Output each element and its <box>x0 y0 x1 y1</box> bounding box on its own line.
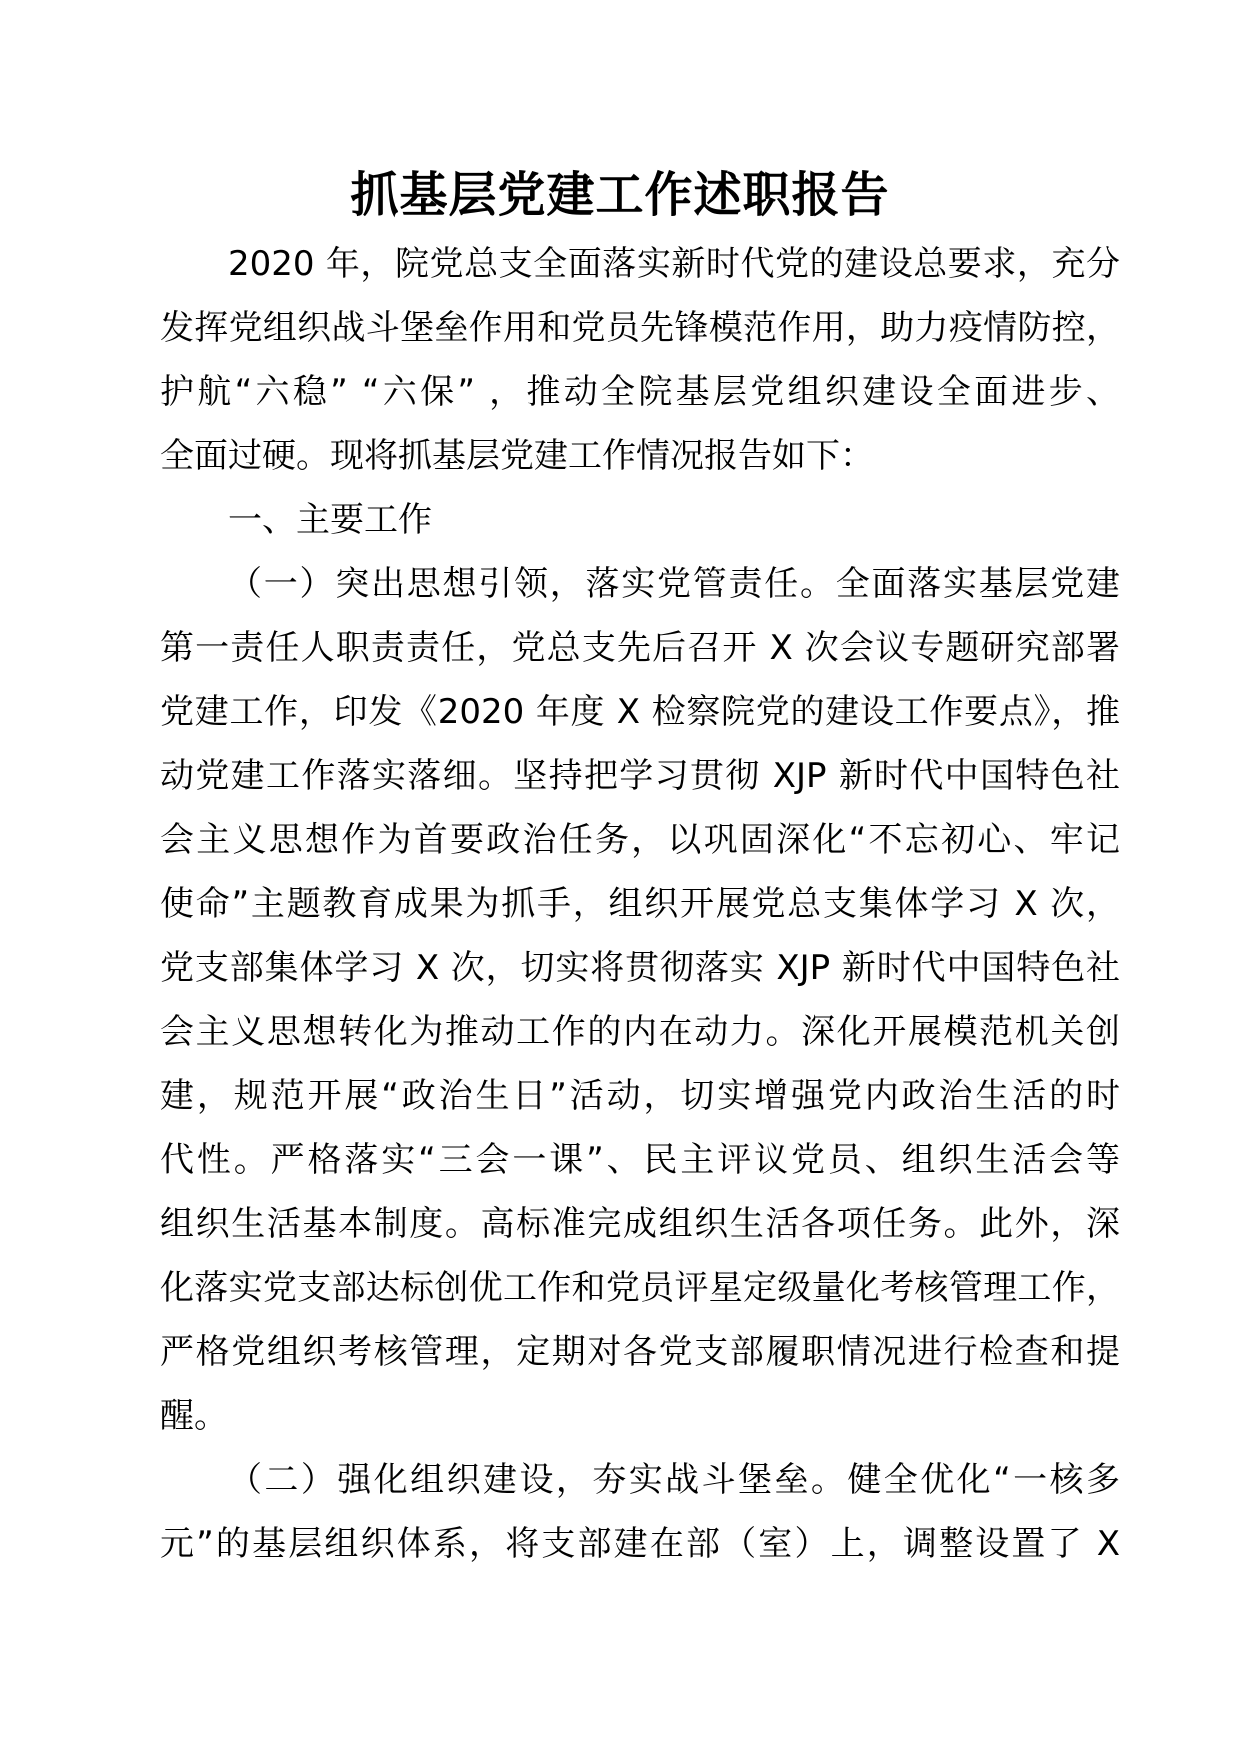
text-line: 使命”主题教育成果为抓手，组织开展党总支集体学习 X 次， <box>160 884 1120 924</box>
text-line: 全面过硬。现将抓基层党建工作情况报告如下： <box>160 436 874 476</box>
text-line: 组织生活基本制度。高标准完成组织生活各项任务。此外，深 <box>160 1204 1120 1244</box>
text-line: 动党建工作落实落细。坚持把学习贯彻 XJP 新时代中国特色社 <box>160 756 1120 796</box>
text-line: 建，规范开展“政治生日”活动，切实增强党内政治生活的时 <box>160 1076 1120 1116</box>
text-line: 2020 年，院党总支全面落实新时代党的建设总要求，充分 <box>228 244 1120 284</box>
text-line: 一、主要工作 <box>228 500 432 540</box>
text-line: 党建工作，印发《2020 年度 X 检察院党的建设工作要点》，推 <box>160 692 1120 732</box>
text-line: 发挥党组织战斗堡垒作用和党员先锋模范作用，助力疫情防控， <box>160 308 1120 348</box>
text-line: 元”的基层组织体系，将支部建在部（室）上，调整设置了 X <box>160 1524 1120 1564</box>
text-line: （一）突出思想引领，落实党管责任。全面落实基层党建 <box>228 564 1120 604</box>
text-line: 会主义思想作为首要政治任务，以巩固深化“不忘初心、牢记 <box>160 820 1120 860</box>
text-line: 代性。严格落实“三会一课”、民主评议党员、组织生活会等 <box>160 1140 1120 1180</box>
text-line: 醒。 <box>160 1396 228 1436</box>
text-line: 护航“六稳” “六保” ，推动全院基层党组织建设全面进步、 <box>160 372 1120 412</box>
text-line: 第一责任人职责责任，党总支先后召开 X 次会议专题研究部署 <box>160 628 1120 668</box>
text-line: （二）强化组织建设，夯实战斗堡垒。健全优化“一核多 <box>228 1460 1120 1500</box>
text-line: 会主义思想转化为推动工作的内在动力。深化开展模范机关创 <box>160 1012 1120 1052</box>
document-title: 抓基层党建工作述职报告 <box>350 167 890 223</box>
document-body <box>160 232 1120 1576</box>
text-line: 严格党组织考核管理，定期对各党支部履职情况进行检查和提 <box>160 1332 1120 1372</box>
text-line: 化落实党支部达标创优工作和党员评星定级量化考核管理工作， <box>160 1268 1120 1308</box>
text-line: 党支部集体学习 X 次，切实将贯彻落实 XJP 新时代中国特色社 <box>160 948 1120 988</box>
